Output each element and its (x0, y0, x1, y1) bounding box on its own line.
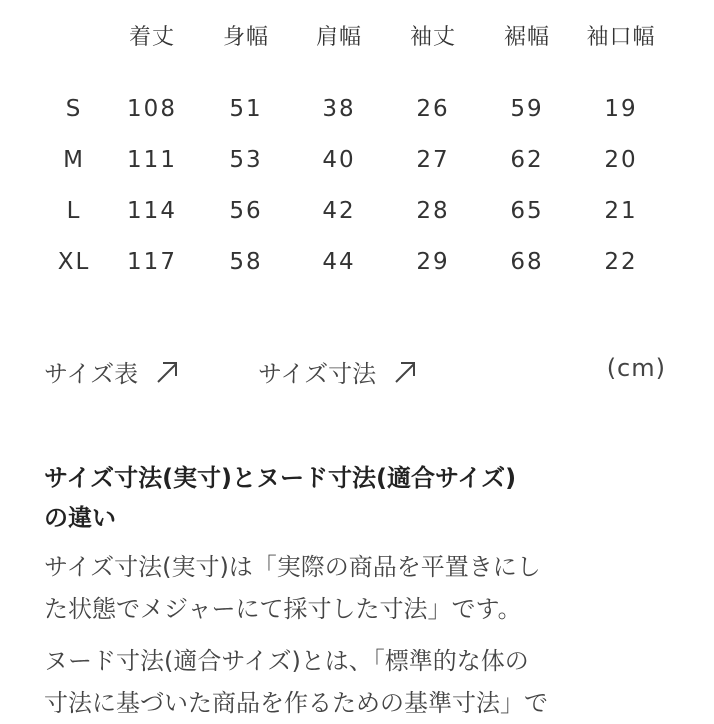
unit-label: (cm) (606, 354, 666, 382)
header-shoulder-width: 肩幅 (315, 25, 363, 50)
header-body-width: 身幅 (222, 25, 270, 50)
size-measurement-link[interactable] (258, 354, 418, 389)
table-cell: 114 (127, 198, 177, 224)
table-cell: 40 (322, 147, 356, 173)
section-title-line1: サイズ寸法(実寸)とヌード寸法(適合サイズ) (44, 464, 517, 492)
size-explanation-section (44, 458, 684, 724)
actual-size-line1: サイズ寸法(実寸)は「実際の商品を平置きにし (44, 553, 541, 581)
section-title (44, 458, 684, 538)
table-cell: 28 (416, 198, 450, 224)
actual-size-line2: た状態でメジャーにて採寸した寸法」です。 (44, 595, 522, 623)
row-label-m: M (63, 147, 85, 173)
arrow-up-right-icon (392, 359, 418, 385)
table-cell: 38 (322, 96, 356, 122)
nude-size-line1: ヌード寸法(適合サイズ)とは、「標準的な体の (44, 647, 529, 675)
table-cell: 51 (229, 96, 263, 122)
table-cell: 62 (510, 147, 544, 173)
size-measurement-link-label: サイズ寸法 (258, 360, 377, 388)
table-cell: 20 (604, 147, 638, 173)
arrow-up-right-icon (154, 359, 180, 385)
table-cell: 58 (229, 249, 263, 275)
table-cell: 59 (510, 96, 544, 122)
table-cell: 21 (604, 198, 638, 224)
table-cell: 22 (604, 249, 638, 275)
table-cell: 42 (322, 198, 356, 224)
header-length: 着丈 (128, 25, 176, 50)
row-label-l: L (66, 198, 82, 224)
table-cell: 68 (510, 249, 544, 275)
table-cell: 44 (322, 249, 356, 275)
size-chart-link-label: サイズ表 (44, 360, 139, 388)
table-cell: 19 (604, 96, 638, 122)
table-cell: 117 (127, 249, 177, 275)
table-cell: 53 (229, 147, 263, 173)
table-cell: 108 (127, 96, 177, 122)
table-cell: 27 (416, 147, 450, 173)
row-label-s: S (65, 96, 83, 122)
section-title-line2: の違い (44, 504, 116, 532)
table-cell: 29 (416, 249, 450, 275)
actual-size-paragraph (44, 546, 684, 630)
size-chart-link[interactable] (44, 354, 180, 389)
table-cell: 65 (510, 198, 544, 224)
header-sleeve-length: 袖丈 (409, 25, 457, 50)
row-label-xl: XL (57, 249, 91, 275)
table-cell: 26 (416, 96, 450, 122)
size-links-bar (0, 354, 714, 394)
header-hem-width: 裾幅 (503, 25, 551, 50)
table-cell: 56 (229, 198, 263, 224)
header-cuff-width: 袖口幅 (586, 25, 656, 50)
nude-size-paragraph (44, 640, 684, 724)
table-cell: 111 (127, 147, 177, 173)
nude-size-line2: 寸法に基づいた商品を作るための基準寸法」で (44, 689, 548, 717)
